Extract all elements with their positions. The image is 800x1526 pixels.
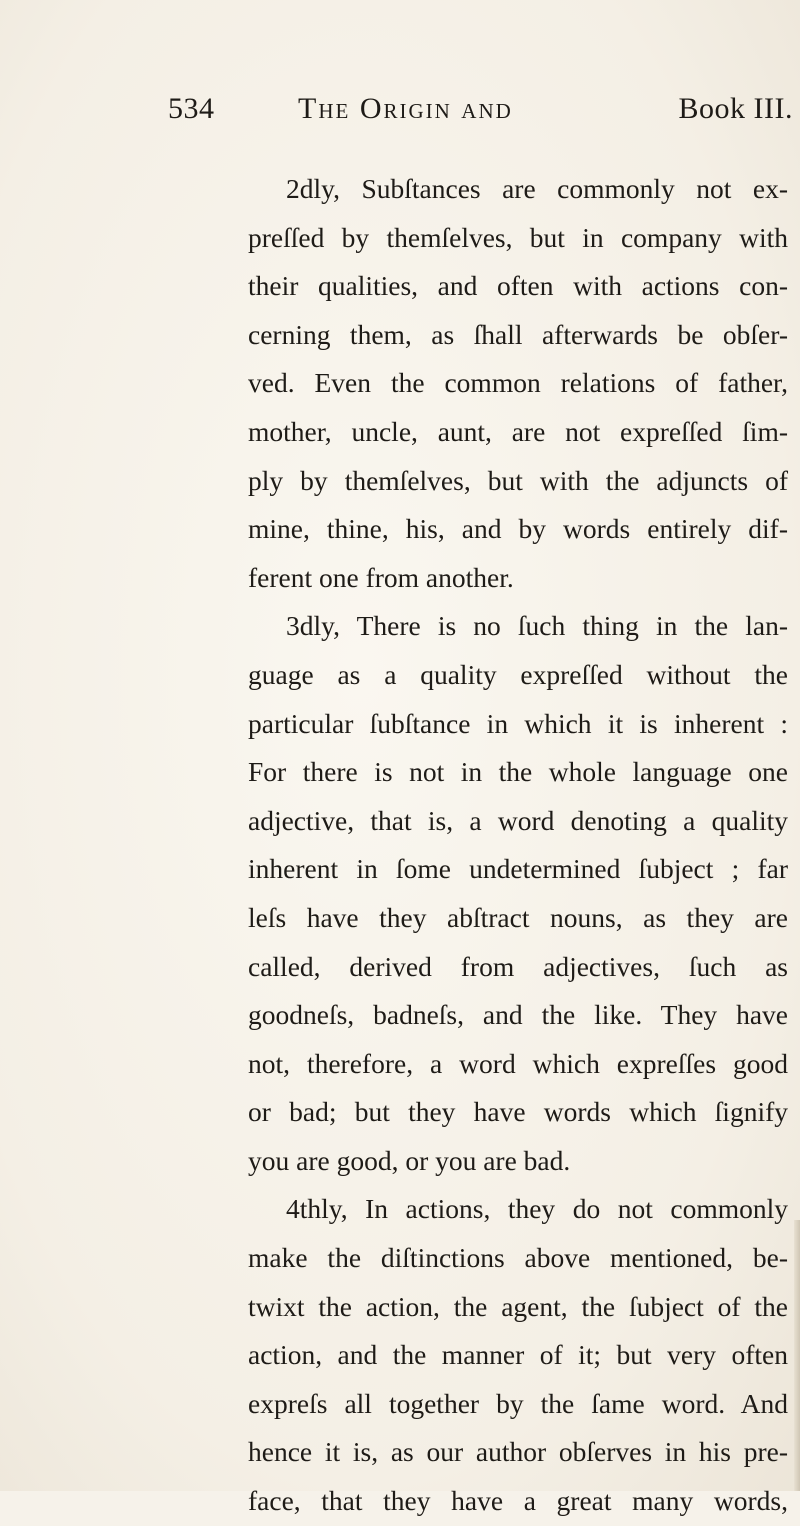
- book-label: Book III.: [678, 92, 793, 125]
- text-line: inherent in ſome undetermined ſubject ; far: [248, 853, 788, 885]
- text-line: you are good, or you are bad.: [248, 1144, 571, 1176]
- text-line: or bad; but they have words which ſignify: [248, 1096, 788, 1128]
- text-line: cerning them, as ſhall afterwards be obſer-: [248, 318, 788, 350]
- text-line: called, derived from adjectives, ſuch as: [248, 950, 788, 982]
- text-line: not, therefore, a word which expreſſes good: [248, 1047, 788, 1079]
- page-header: [168, 92, 798, 132]
- text-line: their qualities, and often with actions con-: [248, 270, 788, 302]
- text-line: For there is not in the whole language one: [248, 756, 788, 788]
- text-line: 4thly, In actions, they do not commonly: [286, 1193, 788, 1225]
- text-line: 2dly, Subſtances are commonly not ex-: [286, 173, 788, 204]
- text-line: ved. Even the common relations of father,: [248, 367, 788, 399]
- text-line: expreſs all together by the ſame word. And: [248, 1387, 788, 1419]
- text-line: goodneſs, badneſs, and the like. They have: [248, 999, 788, 1031]
- text-line: ply by themſelves, but with the adjuncts of: [248, 464, 788, 496]
- text-line: hence it is, as our author obſerves in his pre-: [248, 1436, 788, 1468]
- text-line: 3dly, There is no ſuch thing in the lan-: [286, 610, 788, 642]
- text-line: preſſed by themſelves, but in company with: [248, 221, 788, 253]
- text-line: make the diſtinctions above mentioned, be-: [248, 1242, 788, 1274]
- running-title: The Origin and: [298, 92, 513, 125]
- text-line: twixt the action, the agent, the ſubject of the: [248, 1290, 788, 1322]
- text-line: mine, thine, his, and by words entirely dif-: [248, 513, 788, 545]
- text-line: face, that they have a great many words,: [248, 1485, 788, 1517]
- body-text: [248, 165, 788, 1526]
- text-line: guage as a quality expreſſed without the: [248, 658, 788, 690]
- page-edge-shadow: [794, 1220, 800, 1491]
- text-line: leſs have they abſtract nouns, as they are: [248, 901, 788, 933]
- text-line: action, and the manner of it; but very often: [248, 1339, 788, 1371]
- text-line: particular ſubſtance in which it is inherent :: [248, 707, 788, 739]
- text-line: adjective, that is, a word denoting a quality: [248, 804, 788, 836]
- text-line: ferent one from another.: [248, 561, 514, 593]
- text-line: mother, uncle, aunt, are not expreſſed ſim-: [248, 415, 788, 447]
- page-number: 534: [168, 92, 215, 125]
